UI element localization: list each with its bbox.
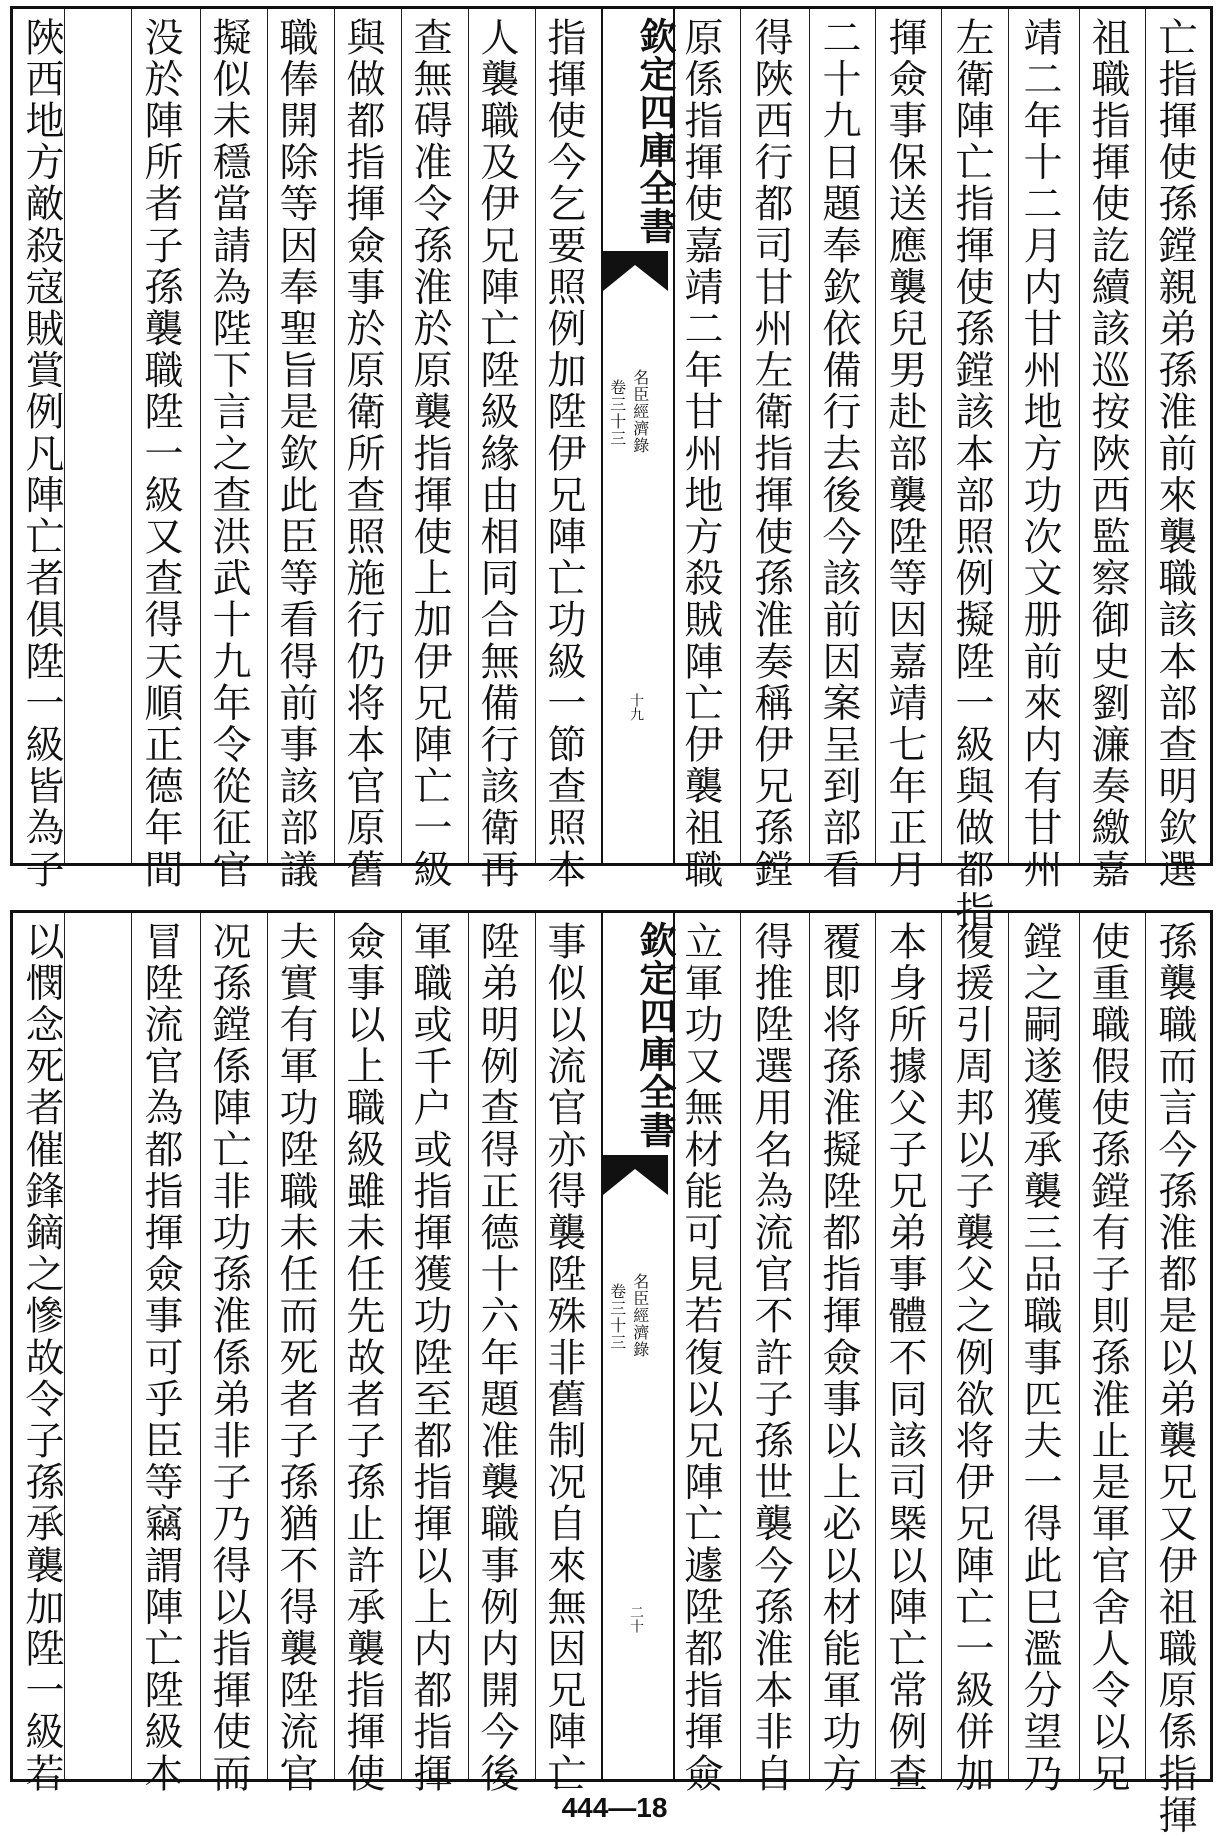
column-rule (941, 9, 942, 863)
center-folio-number: 十九 (628, 693, 644, 721)
column-rule (1079, 913, 1080, 1779)
text-column: 陜西地方敵殺寇賊賞例凡陣亡者俱陞一級皆為子 (19, 17, 64, 891)
column-rule (809, 913, 810, 1779)
text-column: 揮僉事保送應襲兒男赴部襲陞等因嘉靖七年正月 (882, 17, 927, 891)
column-rule (875, 913, 876, 1779)
column-rule (131, 913, 132, 1779)
column-rule (1145, 9, 1146, 863)
column-rule (740, 9, 741, 863)
text-column: 僉事以上職級雖未任先故者子孫止許承襲指揮使 (340, 921, 385, 1795)
text-column: 覆即将孫淮擬陞都指揮僉事以上必以材能軍功方 (816, 921, 861, 1795)
column-rule (200, 913, 201, 1779)
text-column: 查無碍准令孫淮於原襲指揮使上加伊兄陣亡一級 (407, 17, 452, 891)
column-rule (131, 9, 132, 863)
text-column: 亡指揮使孫鏜親弟孫淮前來襲職該本部查明欽選 (1152, 17, 1197, 891)
text-column: 鏜之嗣遂獲承襲三品職事匹夫一得此巳濫分望乃 (1017, 921, 1062, 1795)
column-rule (740, 913, 741, 1779)
page-folio-label: 444—18 (561, 1792, 668, 1823)
text-column: 得推陞選用名為流官不許子孫世襲今孫淮本非自 (748, 921, 793, 1795)
column-rule (64, 913, 65, 1779)
column-rule (401, 9, 402, 863)
column-rule (468, 9, 469, 863)
text-column: 以憫念死者催鋒鏑之慘故令子孫承襲加陞一級若 (19, 921, 64, 1795)
column-rule (267, 9, 268, 863)
text-column: 本身所據父子兄弟事體不同該司槩以陣亡常例查 (882, 921, 927, 1795)
center-folio-number: 二十 (628, 1605, 644, 1633)
text-column: 指揮使今乞要照例加陞伊兄陣亡功級一節查照本 (541, 17, 586, 891)
text-column: 人襲職及伊兄陣亡陞級緣由相同合無備行該衛再 (474, 17, 519, 891)
column-rule (334, 913, 335, 1779)
text-column: 軍職或千户或指揮獲功陞至都指揮以上内都指揮 (407, 921, 452, 1795)
text-column: 得陜西行都司甘州左衛指揮使孫淮奏稱伊兄孫鏜 (748, 17, 793, 891)
top-page (10, 6, 1213, 933)
text-column: 事似以流官亦得襲陞殊非舊制况自來無因兄陣亡 (541, 921, 586, 1795)
text-column: 與做都指揮僉事於原衛所查照施行仍将本官原舊 (340, 17, 385, 891)
column-rule (1079, 9, 1080, 863)
fishtail-mark-icon (603, 251, 668, 291)
text-column: 陞弟明例查得正德十六年題准襲職事例内開今後 (474, 921, 519, 1795)
fishtail-mark-icon (603, 1155, 668, 1195)
center-title: 欽定四庫全書 (633, 921, 677, 1149)
text-column: 使重職假使孫鏜有子則孫淮止是軍官舍人令以兄 (1085, 921, 1130, 1795)
text-column: 擬似未穩當請為陛下言之查洪武十九年令從征官 (206, 17, 251, 891)
text-column: 職俸開除等因奉聖旨是欽此臣等看得前事該部議 (273, 17, 318, 891)
column-rule (875, 9, 876, 863)
column-rule (401, 913, 402, 1779)
text-column: 况孫鏜係陣亡非功孫淮係弟非子乃得以指揮使而 (206, 921, 251, 1795)
center-title: 欽定四庫全書 (633, 17, 677, 245)
column-rule (535, 9, 536, 863)
text-column: 左衛陣亡指揮使孫鏜該本部照例擬陞一級與做都指 (949, 17, 994, 933)
text-column: 復援引周邦以子襲父之例欲将伊兄陣亡一級併加 (949, 921, 994, 1795)
text-column: 祖職指揮使訖續該巡按陜西監察御史劉濂奏繳嘉 (1085, 17, 1130, 891)
text-column: 原係指揮使嘉靖二年甘州地方殺賊陣亡伊襲祖職 (678, 17, 723, 891)
text-column: 冒陞流官為都指揮僉事可乎臣等竊謂陣亡陞級本 (138, 921, 183, 1795)
center-juan: 卷三十三 (607, 1283, 627, 1351)
center-fold-strip (601, 9, 675, 863)
center-fold-strip (601, 913, 675, 1779)
column-rule (1008, 913, 1009, 1779)
center-juan: 卷三十三 (607, 379, 627, 447)
column-rule (809, 9, 810, 863)
column-rule (200, 9, 201, 863)
text-column: 夫實有軍功陞職未任而死者子孫猶不得襲陞流官 (273, 921, 318, 1795)
column-rule (64, 9, 65, 863)
column-rule (1145, 913, 1146, 1779)
column-rule (267, 913, 268, 1779)
text-column: 二十九日題奉欽依備行去後今該前因案呈到部看 (816, 17, 861, 891)
column-rule (334, 9, 335, 863)
column-rule (1008, 9, 1009, 863)
center-book-title: 名臣經濟錄 (630, 369, 650, 454)
column-rule (941, 913, 942, 1779)
text-column: 孫襲職而言今孫淮都是以弟襲兄又伊祖職原係指揮 (1152, 921, 1197, 1836)
center-book-title: 名臣經濟錄 (630, 1273, 650, 1358)
column-rule (468, 913, 469, 1779)
column-rule (535, 913, 536, 1779)
text-column: 靖二年十二月内甘州地方功次文册前來内有甘州 (1017, 17, 1062, 891)
text-column: 立軍功又無材能可見若復以兄陣亡遽陞都指揮僉 (678, 921, 723, 1795)
text-column: 没於陣所者子孫襲職陞一級又查得天順正德年間 (138, 17, 183, 891)
